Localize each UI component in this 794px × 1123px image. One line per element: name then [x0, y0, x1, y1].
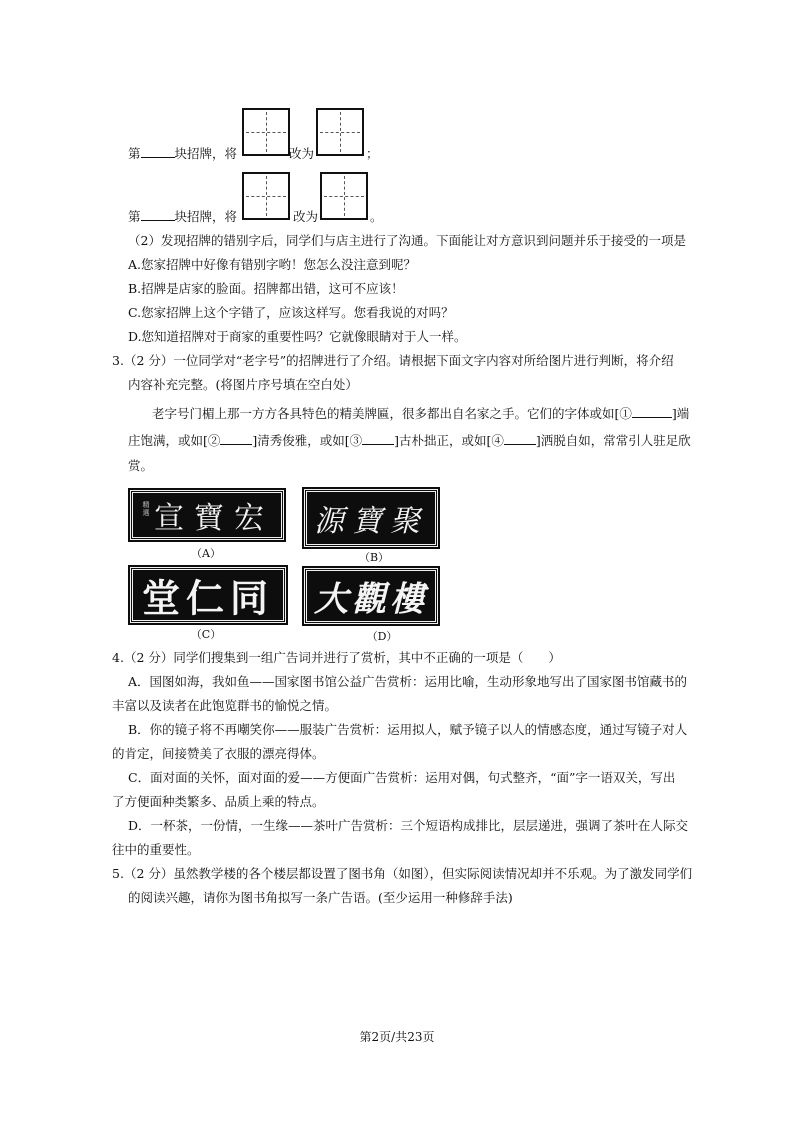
plaque-caption: （D）: [366, 630, 398, 643]
q4-header: 4.（2 分）同学们搜集到一组广告词并进行了赏析，其中不正确的一项是（ ）: [112, 650, 561, 665]
plaque-image-d: [304, 568, 438, 624]
plaque-caption: （C）: [190, 628, 222, 641]
page-number: 第2页/共23页: [359, 1030, 435, 1044]
q3-line2: 内容补充完整。(将图片序号填在空白处）: [128, 377, 358, 392]
answer-blank[interactable]: [220, 432, 252, 445]
question-number: 5.: [112, 866, 124, 881]
answer-blank[interactable]: [504, 432, 536, 445]
q4-option-d-line1: D．一杯茶，一份情，一生缘——茶叶广告赏析：三个短语构成排比，层层递进，强调了茶叶在人际交: [128, 818, 689, 833]
q2-option-b: B.招牌是店家的脸面。招牌都出错，这可不应该！: [128, 281, 404, 296]
sign-line-1: 第 块招牌，将 改为 ；: [128, 146, 379, 161]
q4-option-b-line2: 的肯定，间接赞美了衣服的漂亮得体。: [112, 746, 325, 761]
q2-option-c: C.您家招牌上这个字错了，应该这样写。您看我说的对吗？: [128, 305, 454, 320]
answer-blank[interactable]: [362, 432, 394, 445]
q3-para-line1: 老字号门楣上那一方方各具特色的精美牌匾，很多都出自名家之手。它们的字体或如[① ]端: [152, 406, 690, 421]
score: （2 分）: [123, 353, 174, 368]
q4-option-a-line2: 丰富以及读者在此饱览群书的愉悦之情。: [112, 698, 338, 713]
q5-header: 5.（2 分）虽然教学楼的各个楼层都设置了图书角（如图），但实际阅读情况却并不乐观。为了激发同学们: [112, 866, 693, 881]
q4-option-b-line1: B．你的镜子将不再嘲笑你——服装广告赏析：运用拟人，赋予镜子以人的情感态度，通过写镜子对人: [128, 722, 688, 737]
answer-blank[interactable]: [141, 208, 175, 221]
q4-option-c-line1: C．面对面的关怀，面对面的爱——方便面广告赏析：运用对偶，句式整齐，“面”字一语双关，写出: [128, 770, 676, 785]
question-number: 4.: [112, 650, 124, 665]
score: （2 分）: [123, 650, 174, 665]
plaque-image-c: [130, 567, 286, 623]
plaque-characters: 堂仁同: [141, 575, 274, 621]
answer-blank[interactable]: [632, 405, 672, 418]
q3-para-line2: 庄饱满，或如[② ]清秀俊雅，或如[③ ]古朴拙正，或如[④ ]洒脱自如，常常引人驻足欣: [128, 433, 691, 448]
plaque-seal-text: 精選: [142, 501, 150, 517]
score: （2 分）: [123, 866, 174, 881]
plaque-characters: 源寶聚: [314, 504, 428, 539]
q3-para-line3: 赏。: [128, 458, 154, 473]
plaque-characters: 大觀樓: [314, 579, 428, 620]
plaque-characters: 宣寶宏: [154, 501, 274, 536]
plaque-image-b: [304, 489, 438, 547]
plaque-caption: （B）: [358, 551, 390, 564]
q4-option-c-line2: 了方便面种类繁多、品质上乘的特点。: [112, 794, 325, 809]
q2-stem: （2）发现招牌的错别字后，同学们与店主进行了沟通。下面能让对方意识到问题并乐于接受的一项是: [128, 233, 686, 248]
q3-header: 3.（2 分）一位同学对“老字号”的招牌进行了介绍。请根据下面文字内容对所给图片进行判断，将介绍: [112, 353, 674, 368]
sign-line-2: 第 块招牌，将 改为 。: [128, 209, 383, 224]
question-number: 3.: [112, 353, 124, 368]
q2-option-a: A.您家招牌中好像有错别字哟！您怎么没注意到呢？: [128, 257, 417, 272]
plaque-image-a: [130, 490, 284, 540]
q4-option-a-line1: A．国图如海，我如鱼——国家图书馆公益广告赏析：运用比喻，生动形象地写出了国家图书馆藏书的: [128, 674, 688, 689]
q2-option-d: D.您知道招牌对于商家的重要性吗？它就像眼睛对于人一样。: [128, 329, 467, 344]
answer-blank[interactable]: [141, 145, 175, 158]
q5-line2: 的阅读兴趣，请你为图书角拟写一条广告语。(至少运用一种修辞手法): [128, 890, 513, 905]
plaque-caption: （A）: [191, 547, 221, 560]
q4-option-d-line2: 往中的重要性。: [112, 842, 200, 857]
